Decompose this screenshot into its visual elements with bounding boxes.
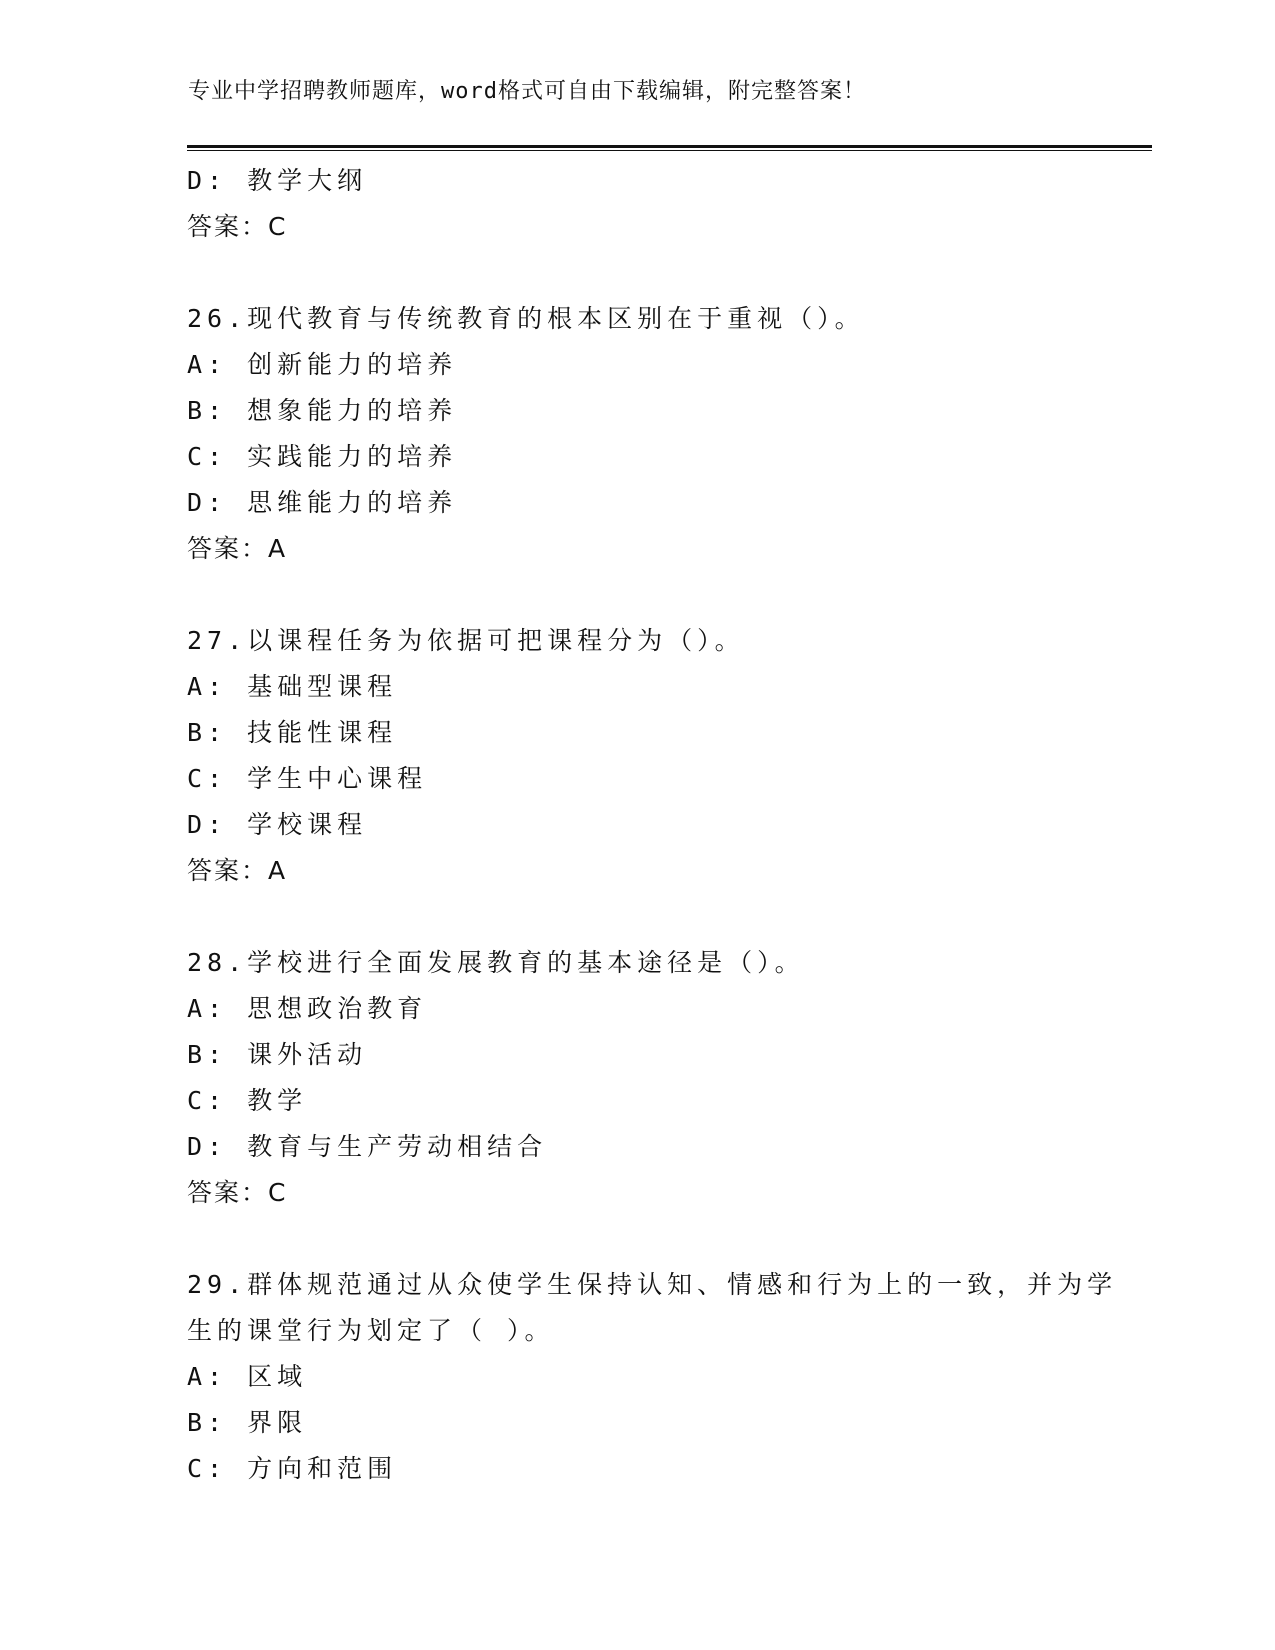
- question-list: [187, 158, 1152, 1492]
- option-c: C: 学生中心课程: [187, 764, 428, 793]
- answer: 答案：A: [187, 534, 288, 563]
- spacer: [187, 1216, 1152, 1262]
- prev-answer: 答案：C: [187, 212, 288, 241]
- page-header: 专业中学招聘教师题库，word格式可自由下载编辑，附完整答案！: [188, 79, 866, 104]
- question-stem-line-2: 生的课堂行为划定了（ ）。: [187, 1316, 555, 1345]
- option-d: D: 思维能力的培养: [187, 488, 458, 517]
- option-c: C: 教学: [187, 1086, 308, 1115]
- question-26: [187, 296, 1152, 572]
- option-b: B: 想象能力的培养: [187, 396, 458, 425]
- question-28: [187, 940, 1152, 1216]
- option-b: B: 技能性课程: [187, 718, 398, 747]
- option-b: B: 课外活动: [187, 1040, 368, 1069]
- option-a: A: 思想政治教育: [187, 994, 428, 1023]
- option-c: C: 方向和范围: [187, 1454, 398, 1483]
- question-stem: 28.学校进行全面发展教育的基本途径是（）。: [187, 948, 805, 977]
- prev-option-d: D: 教学大纲: [187, 166, 368, 195]
- spacer: [187, 894, 1152, 940]
- option-d: D: 教育与生产劳动相结合: [187, 1132, 548, 1161]
- header-rule-thick: [187, 145, 1152, 148]
- answer: 答案：A: [187, 856, 288, 885]
- question-29: [187, 1262, 1152, 1492]
- option-a: A: 创新能力的培养: [187, 350, 458, 379]
- answer: 答案：C: [187, 1178, 288, 1207]
- option-d: D: 学校课程: [187, 810, 368, 839]
- question-stem: 27.以课程任务为依据可把课程分为（）。: [187, 626, 745, 655]
- question-stem: 26.现代教育与传统教育的根本区别在于重视（）。: [187, 304, 865, 333]
- option-c: C: 实践能力的培养: [187, 442, 458, 471]
- option-a: A: 区域: [187, 1362, 308, 1391]
- header-rule-thin: [187, 150, 1152, 151]
- option-b: B: 界限: [187, 1408, 308, 1437]
- question-27: [187, 618, 1152, 894]
- question-stem-line-1: 29.群体规范通过从众使学生保持认知、情感和行为上的一致，并为学: [187, 1270, 1118, 1299]
- spacer: [187, 572, 1152, 618]
- option-a: A: 基础型课程: [187, 672, 398, 701]
- spacer: [187, 250, 1152, 296]
